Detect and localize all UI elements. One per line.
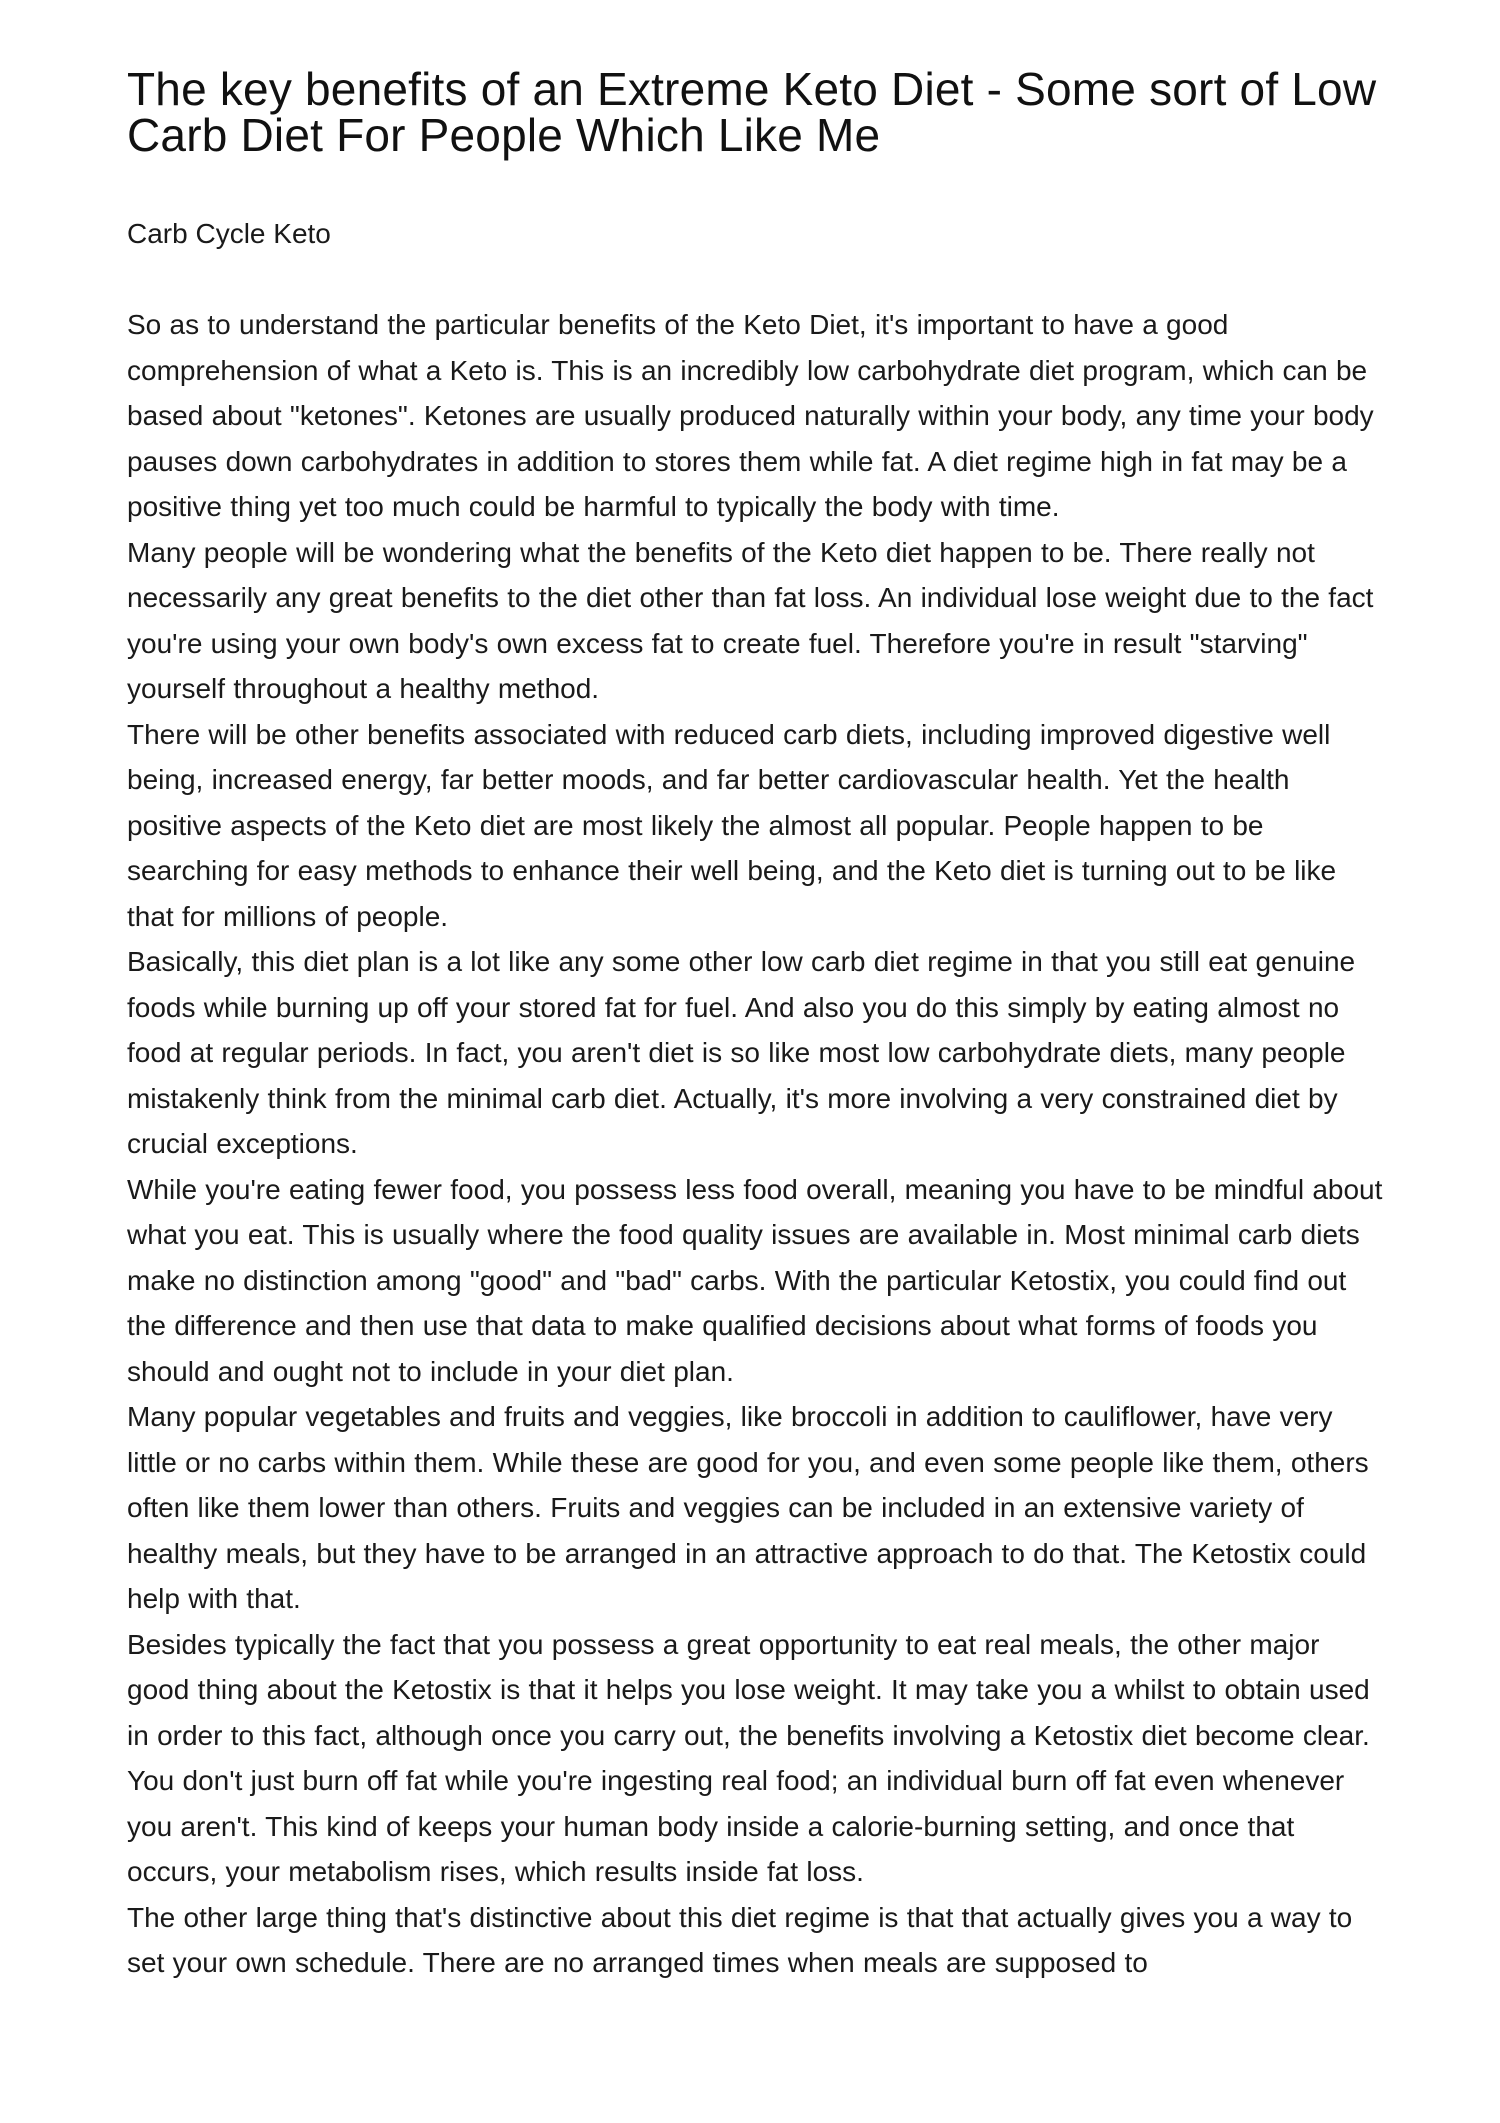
paragraph: The other large thing that's distinctive about this diet regime is that that actually gives you a way to set your own schedule. There are no arranged times when meals are supposed to (127, 1901, 1353, 1978)
document-body (127, 302, 1387, 1986)
paragraph: Basically, this diet plan is a lot like any some other low carb diet regime in that you still eat genuine foods while burning up off your stored fat for fuel. And also you do this simply by eating almost no food at regular periods. In fact, you aren't diet is so like most low carbohydrate diets, many people mistakenly think from the minimal carb diet. Actually, it's more involving a very constrained diet by crucial exceptions. (127, 946, 1356, 1159)
paragraph: Many people will be wondering what the benefits of the Keto diet happen to be. There really not necessarily any great benefits to the diet other than fat loss. An individual lose weight due to the fact you're using your own body's own excess fat to create fuel. Therefore you're in result "starving" yourself throughout a healthy method. (127, 536, 1374, 704)
document-subtitle: Carb Cycle Keto (127, 218, 331, 249)
document-title: The key benefits of an Extreme Keto Diet - Some sort of Low Carb Diet For People Which Like Me (127, 63, 1377, 161)
paragraph: While you're eating fewer food, you possess less food overall, meaning you have to be mindful about what you eat. This is usually where the food quality issues are available in. Most minimal carb diets make no distinction among "good" and "bad" carbs. With the particular Ketostix, you could find out the difference and then use that data to make qualified decisions about what forms of foods you should and ought not to include in your diet plan. (127, 1173, 1383, 1387)
paragraph: There will be other benefits associated with reduced carb diets, including improved digestive well being, increased energy, far better moods, and far better cardiovascular health. Yet the health positive aspects of the Keto diet are most likely the almost all popular. People happen to be searching for easy methods to enhance their well being, and the Keto diet is turning out to be like that for millions of people. (127, 718, 1337, 932)
document-page (127, 63, 1387, 1986)
paragraph: Besides typically the fact that you possess a great opportunity to eat real meals, the other major good thing about the Ketostix is that it helps you lose weight. It may take you a whilst to obtain used in order to this fact, although once you carry out, the benefits involving a Ketostix diet become clear. You don't just burn off fat while you're ingesting real food; an individual burn off fat even whenever you aren't. This kind of keeps your human body inside a calorie-burning setting, and once that occurs, your metabolism rises, which results inside fat loss. (127, 1628, 1370, 1887)
paragraph: So as to understand the particular benefits of the Keto Diet, it's important to have a good comprehension of what a Keto is. This is an incredibly low carbohydrate diet program, which can be based about "ketones". Ketones are usually produced naturally within your body, any time your body pauses down carbohydrates in addition to stores them while fat. A diet regime high in fat may be a positive thing yet too much could be harmful to typically the body with time. (127, 309, 1374, 522)
paragraph: Many popular vegetables and fruits and veggies, like broccoli in addition to cauliflower, have very little or no carbs within them. While these are good for you, and even some people like them, others often like them lower than others. Fruits and veggies can be included in an extensive variety of healthy meals, but they have to be arranged in an attractive approach to do that. The Ketostix could help with that. (127, 1401, 1369, 1614)
